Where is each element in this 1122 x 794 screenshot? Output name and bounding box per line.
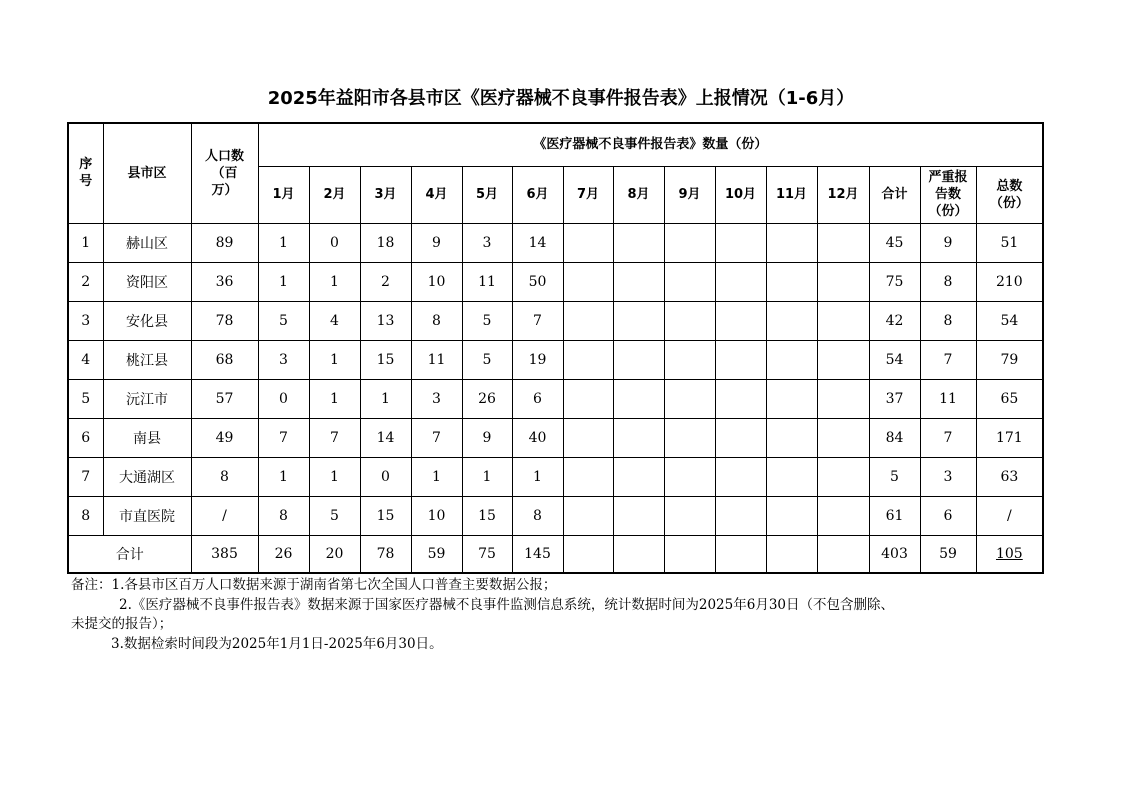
cell-month: 7	[309, 418, 360, 457]
header-seq: 序 号	[68, 123, 103, 223]
cell-district: 南县	[103, 418, 191, 457]
cell-month	[766, 457, 817, 496]
total-month: 75	[462, 535, 512, 573]
cell-month	[664, 496, 715, 535]
header-row-1	[68, 123, 1043, 166]
total-month	[817, 535, 869, 573]
cell-month: 19	[512, 340, 563, 379]
note-2-continued: 未提交的报告）；	[71, 616, 173, 632]
cell-month: 10	[411, 262, 462, 301]
cell-seq: 6	[68, 418, 103, 457]
cell-month	[766, 301, 817, 340]
header-month: 10月	[715, 166, 766, 223]
cell-month: 1	[258, 457, 309, 496]
cell-month	[664, 457, 715, 496]
header-month: 12月	[817, 166, 869, 223]
cell-month	[715, 262, 766, 301]
cell-month: 10	[411, 496, 462, 535]
header-month: 8月	[613, 166, 664, 223]
cell-serious: 7	[920, 340, 976, 379]
table-body	[68, 223, 1043, 573]
cell-month: 7	[258, 418, 309, 457]
cell-population: 78	[191, 301, 258, 340]
cell-month: 3	[411, 379, 462, 418]
cell-month	[715, 223, 766, 262]
cell-serious: 7	[920, 418, 976, 457]
header-month: 6月	[512, 166, 563, 223]
cell-month: 1	[462, 457, 512, 496]
cell-month: 4	[309, 301, 360, 340]
total-month	[766, 535, 817, 573]
cell-month	[715, 496, 766, 535]
cell-seq: 7	[68, 457, 103, 496]
note-3: 3.数据检索时间段为2025年1月1日-2025年6月30日。	[111, 635, 443, 652]
cell-month	[664, 262, 715, 301]
cell-month: 1	[309, 379, 360, 418]
total-month: 145	[512, 535, 563, 573]
cell-month	[817, 301, 869, 340]
note-2: 2.《医疗器械不良事件报告表》数据来源于国家医疗器械不良事件监测信息系统，统计数据时间为2025年6月30日（不包含删除、	[119, 596, 895, 613]
cell-month: 1	[411, 457, 462, 496]
cell-total: 210	[976, 262, 1043, 301]
page-title: 2025年益阳市各县市区《医疗器械不良事件报告表》上报情况（1-6月）	[267, 88, 855, 109]
table-row	[68, 262, 1043, 301]
cell-month	[817, 418, 869, 457]
cell-month: 8	[512, 496, 563, 535]
cell-population: /	[191, 496, 258, 535]
cell-district: 安化县	[103, 301, 191, 340]
header-serious: 严重报 告数 （份）	[920, 166, 976, 223]
total-row	[68, 535, 1043, 573]
cell-population: 8	[191, 457, 258, 496]
cell-serious: 9	[920, 223, 976, 262]
cell-month	[613, 340, 664, 379]
cell-month: 13	[360, 301, 411, 340]
cell-serious: 11	[920, 379, 976, 418]
cell-population: 49	[191, 418, 258, 457]
cell-month: 5	[462, 340, 512, 379]
cell-month: 8	[411, 301, 462, 340]
total-month	[715, 535, 766, 573]
table-row	[68, 340, 1043, 379]
cell-month	[613, 223, 664, 262]
cell-month	[715, 379, 766, 418]
total-total: 105	[976, 535, 1043, 573]
cell-month	[766, 496, 817, 535]
cell-month	[766, 262, 817, 301]
cell-total: 54	[976, 301, 1043, 340]
total-serious: 59	[920, 535, 976, 573]
cell-seq: 1	[68, 223, 103, 262]
cell-month	[563, 418, 613, 457]
cell-month	[613, 496, 664, 535]
total-month	[563, 535, 613, 573]
cell-month: 15	[360, 496, 411, 535]
cell-district: 桃江县	[103, 340, 191, 379]
cell-serious: 6	[920, 496, 976, 535]
cell-month	[563, 262, 613, 301]
cell-sum: 75	[869, 262, 920, 301]
cell-month: 18	[360, 223, 411, 262]
cell-district: 沅江市	[103, 379, 191, 418]
cell-month: 0	[360, 457, 411, 496]
notes	[71, 576, 1051, 654]
cell-month	[766, 340, 817, 379]
cell-month	[817, 496, 869, 535]
total-month	[613, 535, 664, 573]
cell-month	[664, 301, 715, 340]
cell-month	[563, 379, 613, 418]
cell-sum: 37	[869, 379, 920, 418]
table-row	[68, 379, 1043, 418]
header-population: 人口数 （百 万）	[191, 123, 258, 223]
cell-sum: 42	[869, 301, 920, 340]
cell-month: 14	[360, 418, 411, 457]
cell-serious: 8	[920, 301, 976, 340]
cell-month	[613, 457, 664, 496]
cell-month: 8	[258, 496, 309, 535]
cell-month	[613, 262, 664, 301]
cell-month	[664, 340, 715, 379]
cell-month: 11	[462, 262, 512, 301]
header-total: 总数 （份）	[976, 166, 1043, 223]
cell-seq: 2	[68, 262, 103, 301]
cell-month: 1	[258, 223, 309, 262]
cell-sum: 84	[869, 418, 920, 457]
cell-total: 171	[976, 418, 1043, 457]
cell-total: 51	[976, 223, 1043, 262]
cell-population: 68	[191, 340, 258, 379]
cell-sum: 5	[869, 457, 920, 496]
cell-total: 63	[976, 457, 1043, 496]
header-district: 县市区	[103, 123, 191, 223]
cell-serious: 3	[920, 457, 976, 496]
cell-month	[766, 379, 817, 418]
cell-seq: 5	[68, 379, 103, 418]
cell-total: 65	[976, 379, 1043, 418]
cell-month: 1	[512, 457, 563, 496]
cell-month: 7	[512, 301, 563, 340]
cell-month	[715, 418, 766, 457]
cell-month: 1	[309, 340, 360, 379]
cell-month	[563, 301, 613, 340]
header-month: 9月	[664, 166, 715, 223]
header-report-group: 《医疗器械不良事件报告表》数量（份）	[258, 123, 1043, 166]
cell-month	[563, 340, 613, 379]
cell-month	[664, 223, 715, 262]
cell-month	[613, 379, 664, 418]
cell-month	[715, 340, 766, 379]
cell-month: 40	[512, 418, 563, 457]
cell-month: 5	[309, 496, 360, 535]
cell-month	[563, 457, 613, 496]
cell-total: 79	[976, 340, 1043, 379]
cell-district: 市直医院	[103, 496, 191, 535]
cell-sum: 45	[869, 223, 920, 262]
cell-month	[563, 223, 613, 262]
cell-month	[613, 418, 664, 457]
cell-district: 资阳区	[103, 262, 191, 301]
total-population: 385	[191, 535, 258, 573]
total-month: 59	[411, 535, 462, 573]
total-label: 合计	[68, 535, 191, 573]
total-month	[664, 535, 715, 573]
cell-month	[715, 301, 766, 340]
cell-month	[817, 340, 869, 379]
cell-month	[817, 223, 869, 262]
total-month: 26	[258, 535, 309, 573]
header-sum: 合计	[869, 166, 920, 223]
total-month: 78	[360, 535, 411, 573]
cell-district: 赫山区	[103, 223, 191, 262]
cell-seq: 3	[68, 301, 103, 340]
cell-month: 26	[462, 379, 512, 418]
cell-month	[563, 496, 613, 535]
cell-population: 89	[191, 223, 258, 262]
header-month: 7月	[563, 166, 613, 223]
cell-population: 36	[191, 262, 258, 301]
header-month: 5月	[462, 166, 512, 223]
table-row	[68, 457, 1043, 496]
cell-month	[715, 457, 766, 496]
cell-population: 57	[191, 379, 258, 418]
cell-month: 7	[411, 418, 462, 457]
cell-seq: 8	[68, 496, 103, 535]
cell-month: 3	[462, 223, 512, 262]
cell-total: /	[976, 496, 1043, 535]
cell-month: 0	[258, 379, 309, 418]
total-month: 20	[309, 535, 360, 573]
total-sum: 403	[869, 535, 920, 573]
cell-month: 15	[360, 340, 411, 379]
cell-month: 1	[309, 262, 360, 301]
table-row	[68, 223, 1043, 262]
cell-month: 15	[462, 496, 512, 535]
header-month: 1月	[258, 166, 309, 223]
cell-serious: 8	[920, 262, 976, 301]
cell-month: 1	[309, 457, 360, 496]
cell-month	[817, 457, 869, 496]
cell-sum: 54	[869, 340, 920, 379]
report-table	[67, 122, 1044, 574]
cell-month: 9	[411, 223, 462, 262]
cell-month	[817, 379, 869, 418]
cell-month: 11	[411, 340, 462, 379]
note-1: 备注：1.各县市区百万人口数据来源于湖南省第七次全国人口普查主要数据公报；	[71, 577, 557, 593]
cell-month	[664, 379, 715, 418]
table-row	[68, 496, 1043, 535]
cell-month: 5	[462, 301, 512, 340]
cell-month	[664, 418, 715, 457]
header-month: 4月	[411, 166, 462, 223]
cell-month: 14	[512, 223, 563, 262]
cell-month	[613, 301, 664, 340]
cell-month: 6	[512, 379, 563, 418]
cell-district: 大通湖区	[103, 457, 191, 496]
header-month: 11月	[766, 166, 817, 223]
cell-month: 3	[258, 340, 309, 379]
cell-month	[766, 418, 817, 457]
cell-month: 1	[360, 379, 411, 418]
cell-seq: 4	[68, 340, 103, 379]
table-row	[68, 301, 1043, 340]
cell-month: 50	[512, 262, 563, 301]
table-row	[68, 418, 1043, 457]
header-month: 2月	[309, 166, 360, 223]
cell-month	[817, 262, 869, 301]
header-month: 3月	[360, 166, 411, 223]
cell-month: 2	[360, 262, 411, 301]
cell-sum: 61	[869, 496, 920, 535]
cell-month	[766, 223, 817, 262]
cell-month: 1	[258, 262, 309, 301]
cell-month: 0	[309, 223, 360, 262]
cell-month: 5	[258, 301, 309, 340]
cell-month: 9	[462, 418, 512, 457]
